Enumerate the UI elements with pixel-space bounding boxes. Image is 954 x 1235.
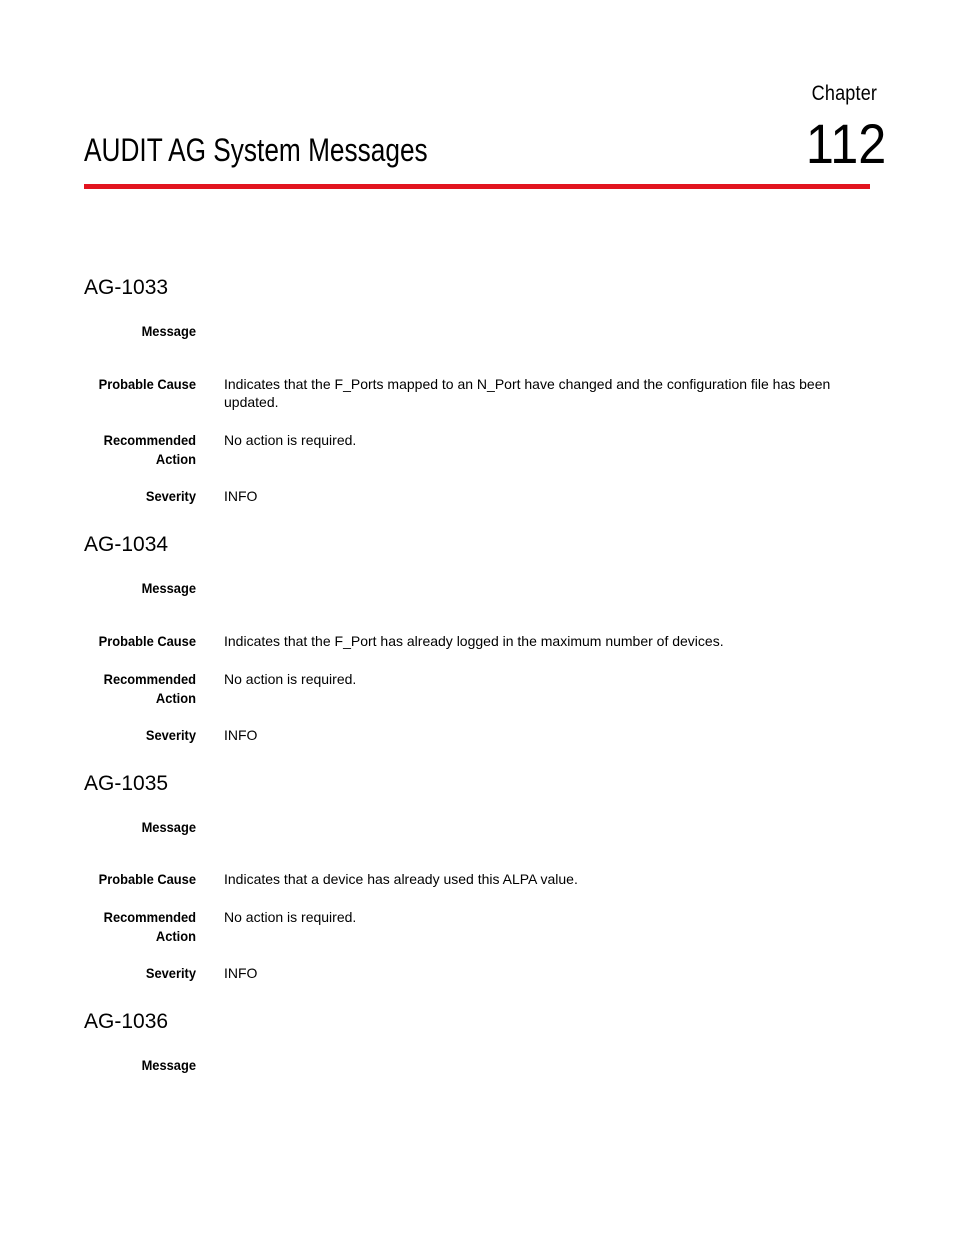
severity-label: Severity: [145, 488, 196, 504]
recommended-action-value: No action is required.: [224, 671, 357, 687]
severity-value: INFO: [224, 488, 258, 504]
severity-label: Severity: [145, 965, 196, 981]
title-rule: [84, 184, 870, 189]
message-label: Message: [141, 580, 196, 596]
chapter-label: Chapter: [811, 82, 877, 105]
message-label: Message: [141, 819, 196, 835]
action-label-line: Action: [155, 928, 196, 944]
probable-cause-label: Probable Cause: [98, 871, 196, 887]
page-title: AUDIT AG System Messages: [84, 132, 428, 168]
severity-value: INFO: [224, 727, 258, 743]
probable-cause-value: Indicates that a device has already used this ALPA value.: [224, 871, 578, 887]
action-label-line: Action: [155, 451, 196, 467]
recommended-action-value: No action is required.: [224, 909, 357, 925]
severity-value: INFO: [224, 965, 258, 981]
recommended-action-label: [67, 908, 196, 946]
recommended-label-line: Recommended: [103, 909, 196, 925]
probable-cause-value: Indicates that the F_Ports mapped to an N_Port have changed and the configuration file has been updated.: [224, 376, 831, 410]
section-title: AG-1034: [84, 533, 169, 556]
section-title: AG-1033: [84, 276, 169, 299]
message-label: Message: [141, 323, 196, 339]
probable-cause-label: Probable Cause: [98, 376, 196, 392]
action-label-line: Action: [155, 690, 196, 706]
probable-cause-value: Indicates that the F_Port has already logged in the maximum number of devices.: [224, 633, 724, 649]
recommended-action-label: [67, 670, 196, 708]
recommended-label-line: Recommended: [103, 671, 196, 687]
section-title: AG-1035: [84, 772, 169, 795]
recommended-action-value: No action is required.: [224, 432, 357, 448]
probable-cause-label: Probable Cause: [98, 633, 196, 649]
message-label: Message: [141, 1057, 196, 1073]
recommended-label-line: Recommended: [103, 432, 196, 448]
recommended-action-label: [67, 431, 196, 469]
section-title: AG-1036: [84, 1010, 169, 1033]
chapter-number: 112: [805, 112, 886, 175]
severity-label: Severity: [145, 727, 196, 743]
